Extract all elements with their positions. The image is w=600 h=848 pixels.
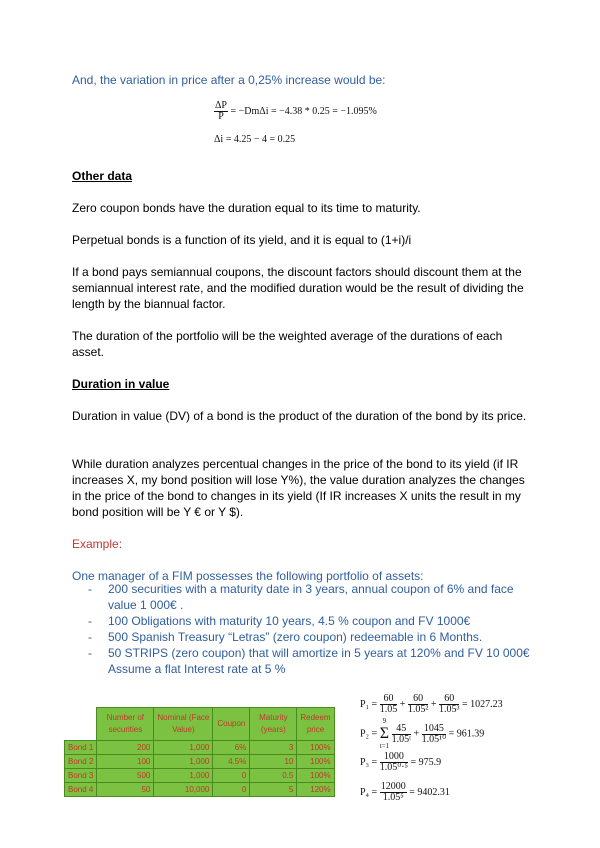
table-header-row bbox=[65, 708, 335, 741]
price-formula-p3: P₃ = $\frac{1000}{\text{1.05⁰·⁵}}$ = 975.9 bbox=[360, 751, 442, 773]
price-formula-p2: P₂ = 9 Σ t=1 $\frac{45}{\text{1.05ᵗ}}$ + $\frac{1045}{\text{1.05¹⁰}}$ = 961.39 bbox=[360, 717, 485, 750]
table-row: Bond 4 50 10,000 0 5 120% bbox=[65, 783, 335, 797]
table-row: Bond 2 100 1,000 4.5% 10 100% bbox=[65, 755, 335, 769]
summation: 9 Σ t=1 bbox=[379, 717, 390, 750]
column-header: Coupon bbox=[213, 708, 250, 741]
price-variation-formula bbox=[214, 101, 377, 122]
column-header: Number of securities bbox=[97, 708, 154, 741]
list-item: - 500 Spanish Treasury “Letras” (zero coupon) redeemable in 6 Months. bbox=[88, 630, 483, 644]
intro-text: And, the variation in price after a 0,25% increase would be: bbox=[72, 73, 386, 87]
perpetual-text: Perpetual bonds is a function of its yield, and it is equal to (1+i)/i bbox=[72, 233, 412, 247]
other-data-heading: Other data bbox=[72, 169, 133, 183]
price-formula-p4: P₄ = $\frac{12000}{\text{1.05⁵}}$ = 9402.31 bbox=[360, 781, 450, 803]
semiannual-text: If a bond pays semiannual coupons, the discount factors should discount them at the semiannual interest rate, and the modified duration would be the result of dividing the length by the biannual factor. bbox=[72, 265, 524, 311]
sigma-icon: Σ bbox=[379, 725, 389, 742]
price-formula-p1: P₁ = $\frac{60}{1.05}$ + $\frac{60}{\text{1.05²}}$ + $\frac{60}{\text{1.05³}}$ = 1027.23 bbox=[360, 693, 503, 715]
column-header: Redeem price bbox=[297, 708, 334, 741]
portfolio-duration-text: The duration of the portfolio will be the weighted average of the durations of each asset. bbox=[72, 329, 503, 359]
example-label: Example: bbox=[72, 537, 123, 551]
formula-numerator: ΔP bbox=[215, 100, 227, 111]
list-item: - 100 Obligations with maturity 10 years, 4.5 % coupon and FV 1000€ bbox=[88, 614, 471, 628]
list-item: - 50 STRIPS (zero coupon) that will amortize in 5 years at 120% and FV 10 000€ Assume a flat Interest rate at 5 % bbox=[88, 646, 530, 676]
list-item: - 200 securities with a maturity date in 3 years, annual coupon of 6% and face value 1 000€ . bbox=[88, 582, 514, 612]
duration-value-explanation: While duration analyzes percentual changes in the price of the bond to its yield (if IR increases X, my bond position will lose Y%), the value duration analyzes the changes in the price of the bond to changes in its yield (If IR increases X units the result in my bond position will be Y € or Y $). bbox=[72, 457, 525, 519]
table-row: Bond 1 200 1,000 6% 3 100% bbox=[65, 741, 335, 755]
table-row: Bond 3 500 1,000 0 0.5 100% bbox=[65, 769, 335, 783]
zero-coupon-text: Zero coupon bonds have the duration equal to its time to maturity. bbox=[72, 201, 421, 215]
column-header: Maturity (years) bbox=[250, 708, 297, 741]
portfolio-list bbox=[72, 581, 532, 677]
bond-portfolio-table bbox=[64, 707, 335, 797]
example-intro: One manager of a FIM possesses the following portfolio of assets: bbox=[72, 569, 424, 583]
duration-value-heading: Duration in value bbox=[72, 377, 170, 391]
formula-rhs: = −DmΔi = −4.38 * 0.25 = −1.095% bbox=[230, 105, 377, 117]
formula-denominator: P bbox=[218, 111, 224, 122]
duration-value-definition: Duration in value (DV) of a bond is the product of the duration of the bond by its price. bbox=[72, 409, 527, 423]
column-header: Nominal (Face Value) bbox=[154, 708, 213, 741]
delta-i-formula: Δi = 4.25 − 4 = 0.25 bbox=[214, 134, 296, 145]
